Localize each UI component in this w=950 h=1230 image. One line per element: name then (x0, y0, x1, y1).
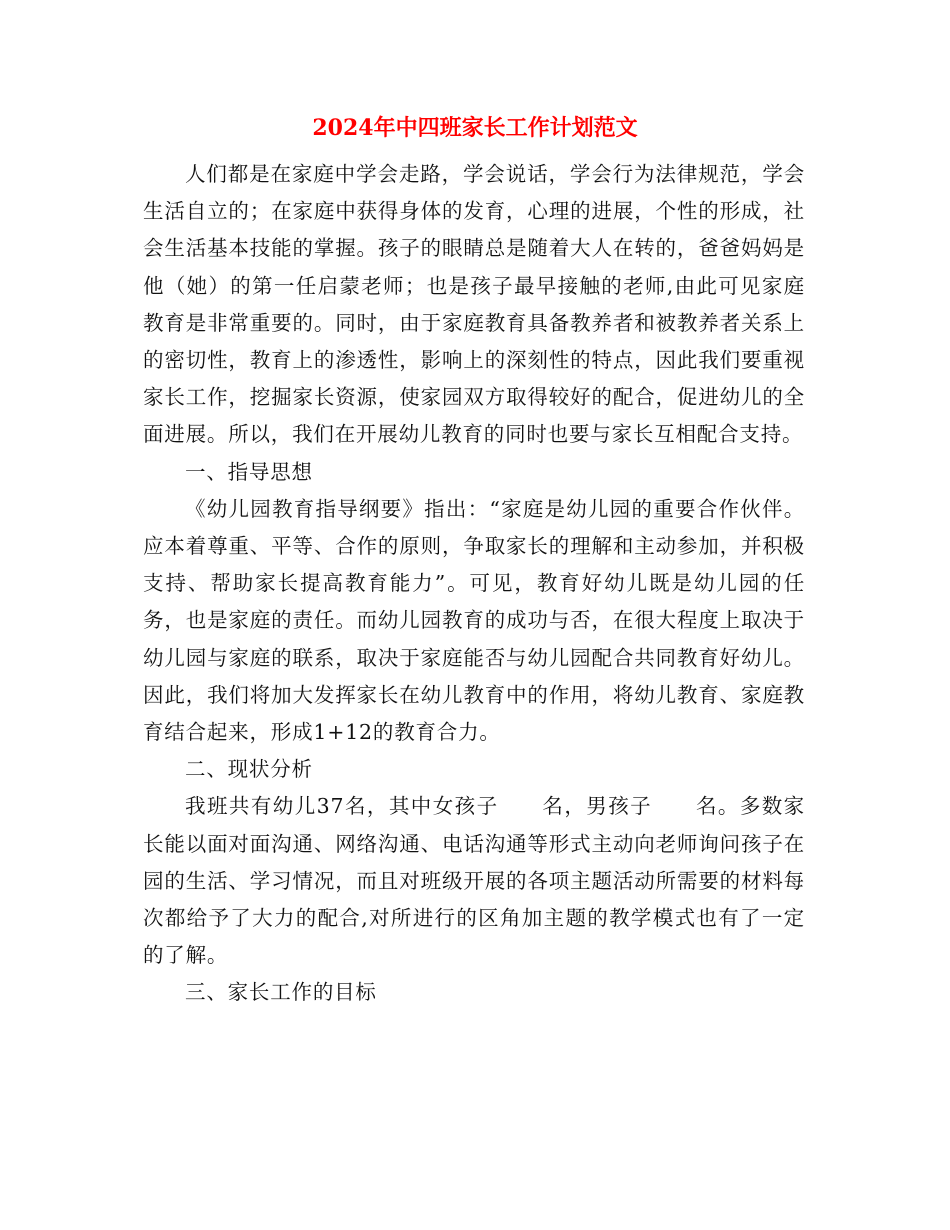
paragraph-intro: 人们都是在家庭中学会走路，学会说话，学会行为法律规范，学会生活自立的；在家庭中获得身体的发育，心理的进展，个性的形成，社会生活基本技能的掌握。孩子的眼睛总是随着大人在转的，爸爸妈妈是他（她）的第一任启蒙老师；也是孩子最早接触的老师,由此可见家庭教育是非常重要的。同时，由于家庭教育具备教养者和被教养者关系上的密切性，教育上的渗透性，影响上的深刻性的特点，因此我们要重视家长工作，挖掘家长资源，使家园双方取得较好的配合，促进幼儿的全面进展。所以，我们在开展幼儿教育的同时也要与家长互相配合支持。 (143, 162, 805, 447)
paragraph-guiding-ideology: 《幼儿园教育指导纲要》指出：“家庭是幼儿园的重要合作伙伴。应本着尊重、平等、合作的原则，争取家长的理解和主动参加，并积极支持、帮助家长提高教育能力”。可见，教育好幼儿既是幼儿园的任务，也是家庭的责任。而幼儿园教育的成功与否，在很大程度上取决于幼儿园与家庭的联系，取决于家庭能否与幼儿园配合共同教育好幼儿。因此，我们将加大发挥家长在幼儿教育中的作用，将幼儿教育、家庭教育结合起来，形成1+12的教育合力。 (143, 496, 805, 745)
document-body (143, 156, 805, 1012)
paragraph-current-analysis: 我班共有幼儿37名，其中女孩子 名，男孩子 名。多数家长能以面对面沟通、网络沟通、电话沟通等形式主动向老师询问孩子在园的生活、学习情况，而且对班级开展的各项主题活动所需要的材料每次都给予了大力的配合,对所进行的区角加主题的教学模式也有了一定的了解。 (143, 794, 805, 968)
section-heading-goals: 三、家长工作的目标 (185, 980, 377, 1005)
document-title: 2024年中四班家长工作计划范文 (312, 115, 638, 141)
section-heading-current-analysis: 二、现状分析 (185, 757, 313, 782)
section-heading-guiding-ideology: 一、指导思想 (185, 459, 313, 484)
